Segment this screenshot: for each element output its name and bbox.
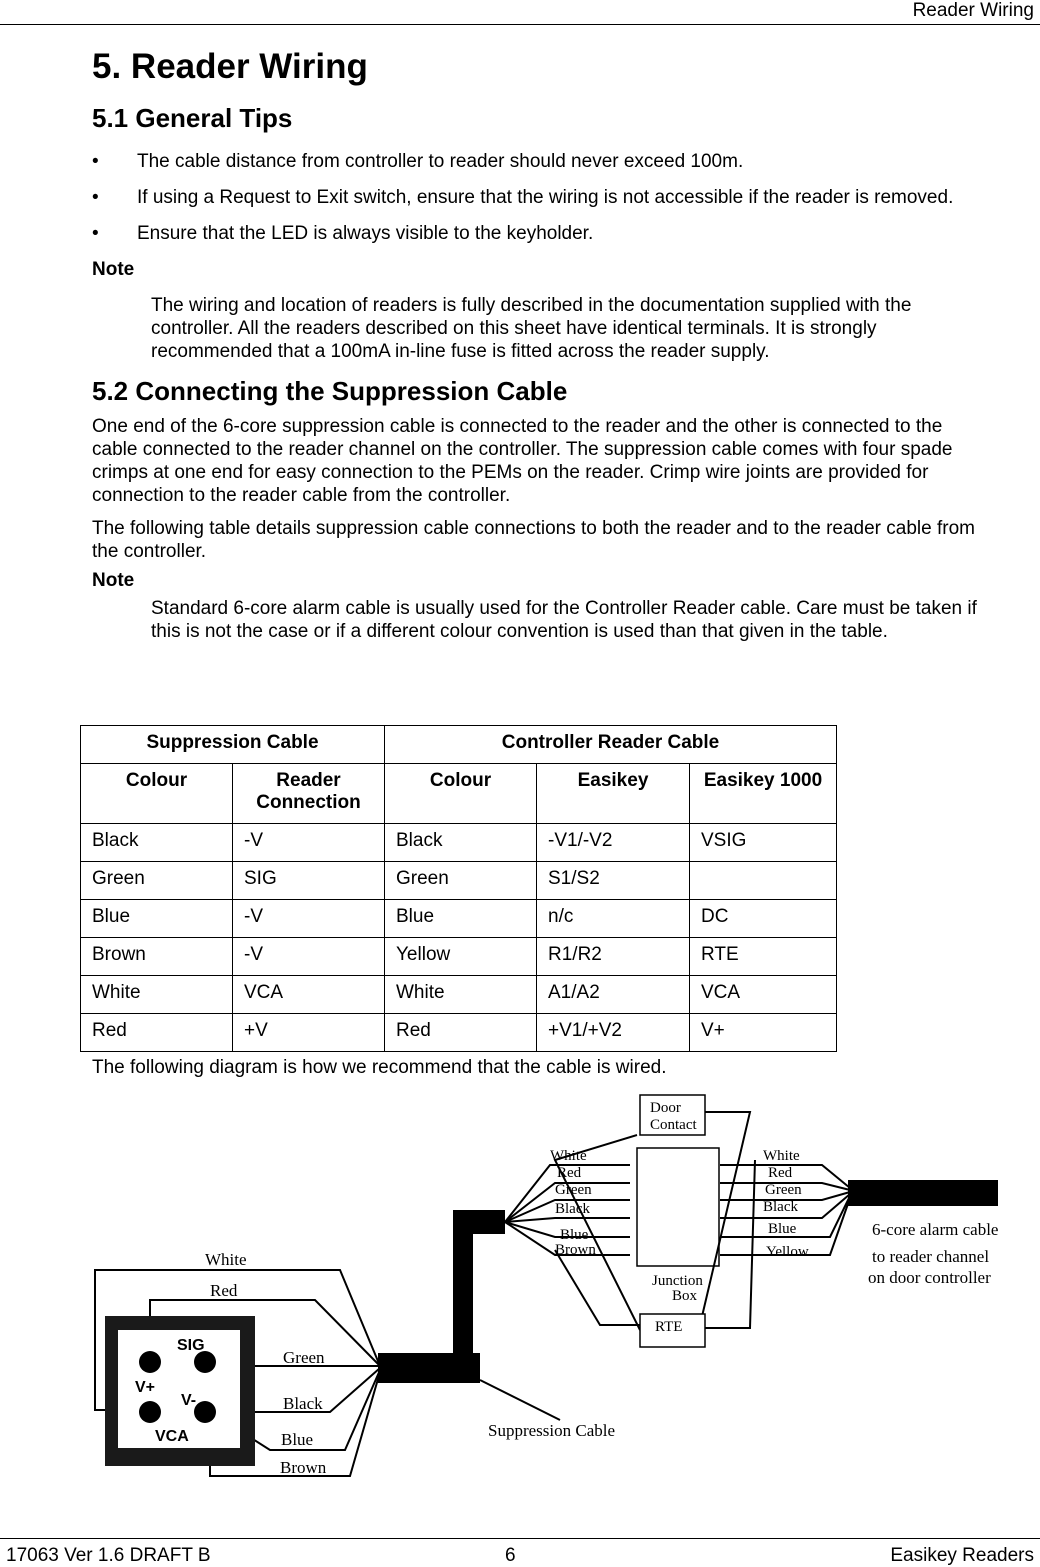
table-cell: Brown [81, 938, 233, 976]
table-cell: Black [385, 824, 537, 862]
wire-label: Red [768, 1165, 793, 1181]
footer-document-title: Easikey Readers [890, 1545, 1034, 1566]
note-text: Standard 6-core alarm cable is usually used for the Controller Reader cable. Care must be taken if this is not the case or if a different colour convention is used than that given in the table. [151, 598, 977, 642]
list-item: • Ensure that the LED is always visible to the keyholder. [92, 222, 982, 245]
table-row [81, 824, 837, 862]
terminal-v-minus [194, 1401, 216, 1423]
table-row [81, 1014, 837, 1052]
table-column-header: Reader Connection [233, 764, 385, 824]
wire-label: Brown [280, 1458, 327, 1477]
list-item: • If using a Request to Exit switch, ensure that the wiring is not accessible if the reader is removed. [92, 186, 982, 209]
table-cell: DC [690, 900, 837, 938]
table-column-header: Easikey 1000 [690, 764, 837, 824]
wire-label: White [763, 1148, 800, 1164]
page-header [0, 0, 1040, 25]
table-group-header: Suppression Cable [81, 726, 385, 764]
table-cell: Blue [385, 900, 537, 938]
table-cell: n/c [537, 900, 690, 938]
terminal-label: V- [181, 1392, 197, 1409]
terminal-sig-left [139, 1351, 161, 1373]
table-cell: +V [233, 1014, 385, 1052]
table-row [81, 900, 837, 938]
wire-label: Yellow [766, 1244, 809, 1260]
list-item: • The cable distance from controller to reader should never exceed 100m. [92, 150, 982, 173]
wiring-diagram [0, 1085, 1040, 1505]
table-cell: Black [81, 824, 233, 862]
suppression-cable-label: Suppression Cable [488, 1421, 616, 1440]
table-cell: SIG [233, 862, 385, 900]
wire-label: White [205, 1250, 247, 1269]
table-cell: Yellow [385, 938, 537, 976]
table-row [81, 976, 837, 1014]
wire-label: Black [555, 1201, 590, 1217]
wire-label: Green [283, 1348, 325, 1367]
terminal-label: SIG [177, 1337, 205, 1354]
header-section-title: Reader Wiring [912, 0, 1034, 21]
wire-label: Red [210, 1281, 238, 1300]
tips-list [92, 150, 982, 245]
page-footer [0, 1538, 1040, 1567]
page-content [92, 44, 982, 643]
table-cell: VCA [233, 976, 385, 1014]
table-cell: White [385, 976, 537, 1014]
junction-box-label: Box [672, 1288, 698, 1304]
table-cell: +V1/+V2 [537, 1014, 690, 1052]
table-cell: V+ [690, 1014, 837, 1052]
door-contact-label: Contact [650, 1117, 697, 1133]
wire-label: Black [283, 1394, 323, 1413]
wire-label: Red [557, 1165, 582, 1181]
section-heading-general-tips: 5.1 General Tips [92, 103, 293, 133]
table-cell: White [81, 976, 233, 1014]
table-cell: VCA [690, 976, 837, 1014]
wire-label: Blue [281, 1430, 314, 1449]
table-cell: A1/A2 [537, 976, 690, 1014]
alarm-cable-label: to reader channel [872, 1247, 990, 1266]
terminal-label: VCA [155, 1428, 189, 1445]
note-label: Note [92, 259, 135, 280]
table-cell: Red [385, 1014, 537, 1052]
table-cell: R1/R2 [537, 938, 690, 976]
table-cell: -V1/-V2 [537, 824, 690, 862]
wire-label: Brown [555, 1242, 596, 1258]
table-column-header: Colour [385, 764, 537, 824]
table-cell: -V [233, 900, 385, 938]
door-contact-label: Door [650, 1100, 681, 1116]
table-cell: Red [81, 1014, 233, 1052]
table-cell: VSIG [690, 824, 837, 862]
table-cell: S1/S2 [537, 862, 690, 900]
table-group-header: Controller Reader Cable [385, 726, 837, 764]
wiring-table [80, 725, 837, 1052]
alarm-cable-label: 6-core alarm cable [872, 1220, 999, 1239]
section-heading-suppression: 5.2 Connecting the Suppression Cable [92, 376, 568, 406]
wire-label: Blue [768, 1221, 797, 1237]
diagram-caption: The following diagram is how we recommend that the cable is wired. [92, 1057, 667, 1078]
rte-wire [555, 1250, 640, 1325]
wire-label: Green [555, 1182, 592, 1198]
rte-label: RTE [655, 1319, 683, 1335]
wire-label: Green [765, 1182, 802, 1198]
note-label: Note [92, 570, 135, 591]
terminal-sig-right [194, 1351, 216, 1373]
footer-document-version: 17063 Ver 1.6 DRAFT B [6, 1545, 211, 1566]
note-text: The wiring and location of readers is fully described in the documentation supplied with the controller. All the readers described on this sheet have identical terminals. It is strongly recommended that a 100mA in-line fuse is fitted across the reader supply. [151, 295, 912, 362]
page-title: 5. Reader Wiring [92, 47, 368, 86]
wire-label: Blue [560, 1227, 589, 1243]
junction-box [637, 1148, 719, 1266]
table-row [81, 862, 837, 900]
table-cell: -V [233, 824, 385, 862]
table-cell [690, 862, 837, 900]
table-cell: RTE [690, 938, 837, 976]
table-column-header: Easikey [537, 764, 690, 824]
alarm-cable-label: on door controller [868, 1268, 991, 1287]
footer-page-number: 6 [505, 1545, 516, 1566]
table-cell: -V [233, 938, 385, 976]
alarm-cable [848, 1180, 998, 1206]
terminal-label: V+ [135, 1379, 156, 1396]
table-column-header: Colour [81, 764, 233, 824]
terminal-vca-left [139, 1401, 161, 1423]
table-cell: Green [385, 862, 537, 900]
paragraph: The following table details suppression cable connections to both the reader and to the reader cable from the controller. [92, 518, 975, 562]
wire-label: White [550, 1148, 587, 1164]
wire-label: Black [763, 1199, 798, 1215]
table-row [81, 938, 837, 976]
junction-box-label: Junction [652, 1273, 703, 1289]
rte-wire [705, 1160, 755, 1328]
table-cell: Blue [81, 900, 233, 938]
table-cell: Green [81, 862, 233, 900]
paragraph: One end of the 6-core suppression cable is connected to the reader and the other is connected to the cable connected to the reader channel on the controller. The suppression cable comes with four spade crimps at one end for easy connection to the PEMs on the reader. Crimp wire joints are provided for connection to the reader cable from the controller. [92, 416, 953, 506]
